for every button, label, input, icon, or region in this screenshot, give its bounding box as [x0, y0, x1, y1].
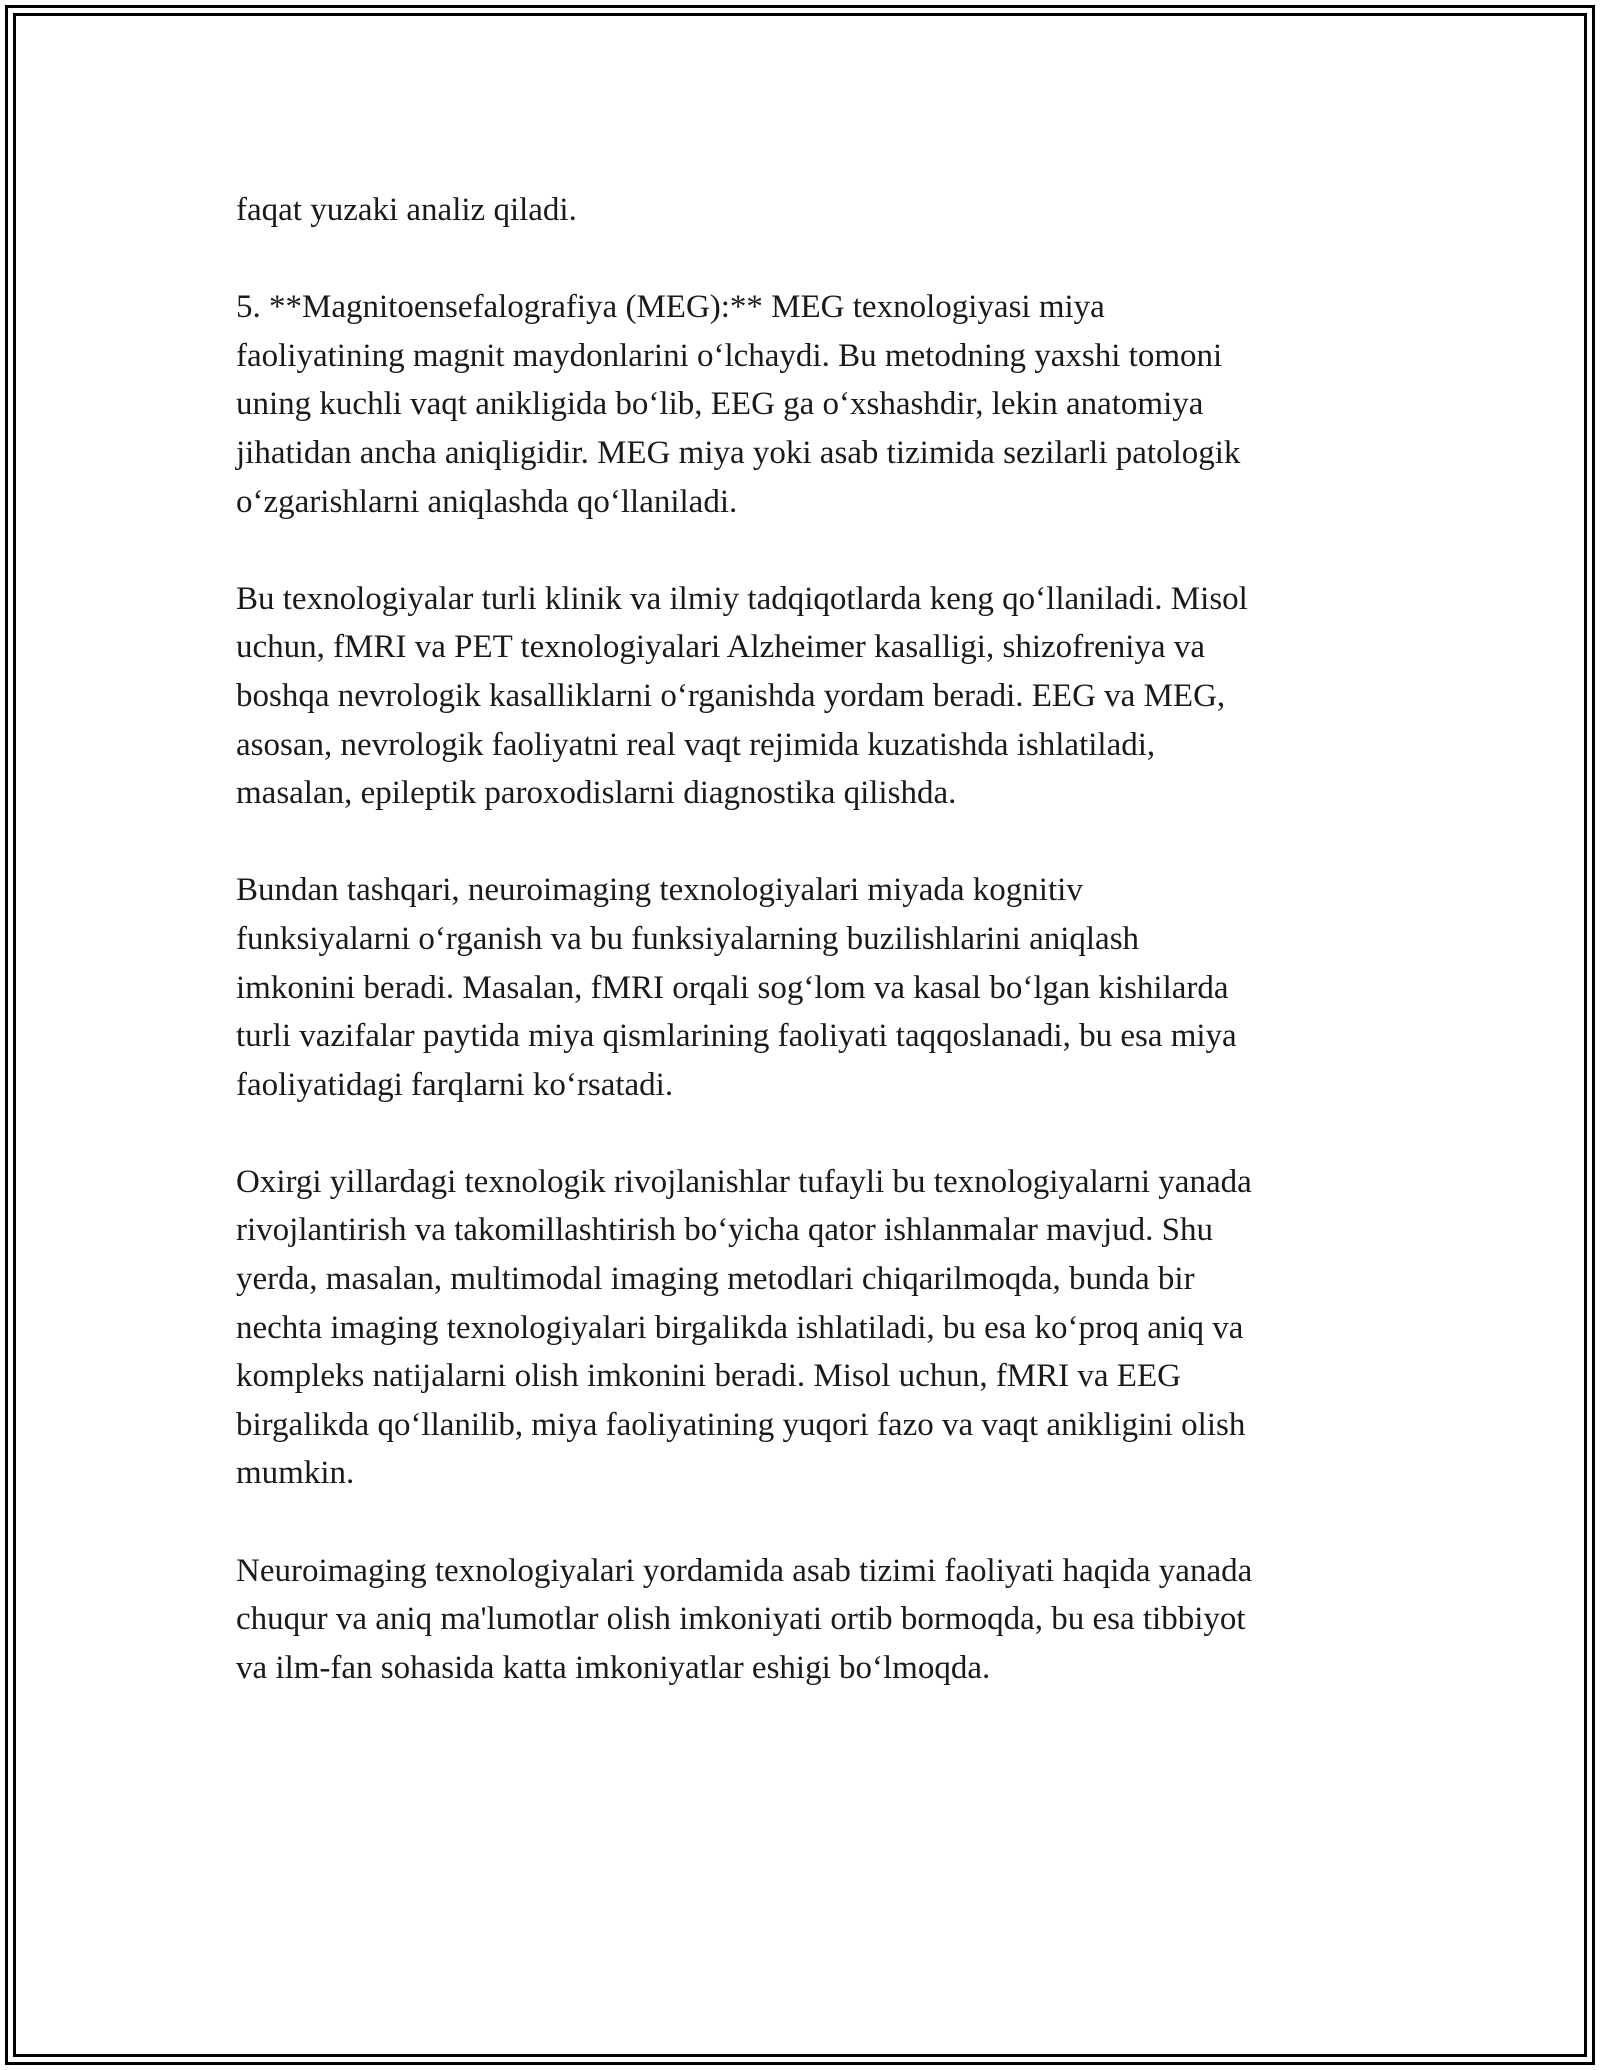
paragraph-continuation: faqat yuzaki analiz qiladi.	[236, 192, 577, 228]
paragraph-conclusion: Neuroimaging texnologiyalari yordamida asab tizimi faoliyati haqida yanada chuqur va aniq ma'lumotlar olish imkoniyati ortib bormoqda, bu esa tibbiyot va ilm-fan sohasida katta imkoniyatlar eshigi bo‘lmoqda.	[236, 1552, 1253, 1686]
document-body	[236, 186, 1386, 1741]
paragraph-meg: 5. **Magnitoensefalografiya (MEG):** MEG texnologiyasi miya faoliyatining magnit maydonlarini o‘lchaydi. Bu metodning yaxshi tomoni uning kuchli vaqt anikligida bo‘lib, EEG ga o‘xshashdir, lekin anatomiya jihatidan ancha aniqligidir. MEG miya yoki asab tizimida sezilarli patologik o‘zgarishlarni aniqlashda qo‘llaniladi.	[236, 289, 1241, 520]
paragraph-developments: Oxirgi yillardagi texnologik rivojlanishlar tufayli bu texnologiyalarni yanada rivojlantirish va takomillashtirish bo‘yicha qator ishlanmalar mavjud. Shu yerda, masalan, multimodal imaging metodlari chiqarilmoqda, bunda bir nechta imaging texnologiyalari birgalikda ishlatiladi, bu esa ko‘proq aniq va kompleks natijalarni olish imkonini beradi. Misol uchun, fMRI va EEG birgalikda qo‘llanilib, miya faoliyatining yuqori fazo va vaqt anikligini olish mumkin.	[236, 1163, 1252, 1492]
paragraph-cognitive: Bundan tashqari, neuroimaging texnologiyalari miyada kognitiv funksiyalarni o‘rganish va bu funksiyalarning buzilishlarini aniqlash imkonini beradi. Masalan, fMRI orqali sog‘lom va kasal bo‘lgan kishilarda turli vazifalar paytida miya qismlarining faoliyati taqqoslanadi, bu esa miya faoliyatidagi farqlarni ko‘rsatadi.	[236, 872, 1237, 1103]
paragraph-applications: Bu texnologiyalar turli klinik va ilmiy tadqiqotlarda keng qo‘llaniladi. Misol uchun, fMRI va PET texnologiyalari Alzheimer kasalligi, shizofreniya va boshqa nevrologik kasalliklarni o‘rganishda yordam beradi. EEG va MEG, asosan, nevrologik faoliyatni real vaqt rejimida kuzatishda ishlatiladi, masalan, epileptik paroxodislarni diagnostika qilishda.	[236, 580, 1248, 812]
